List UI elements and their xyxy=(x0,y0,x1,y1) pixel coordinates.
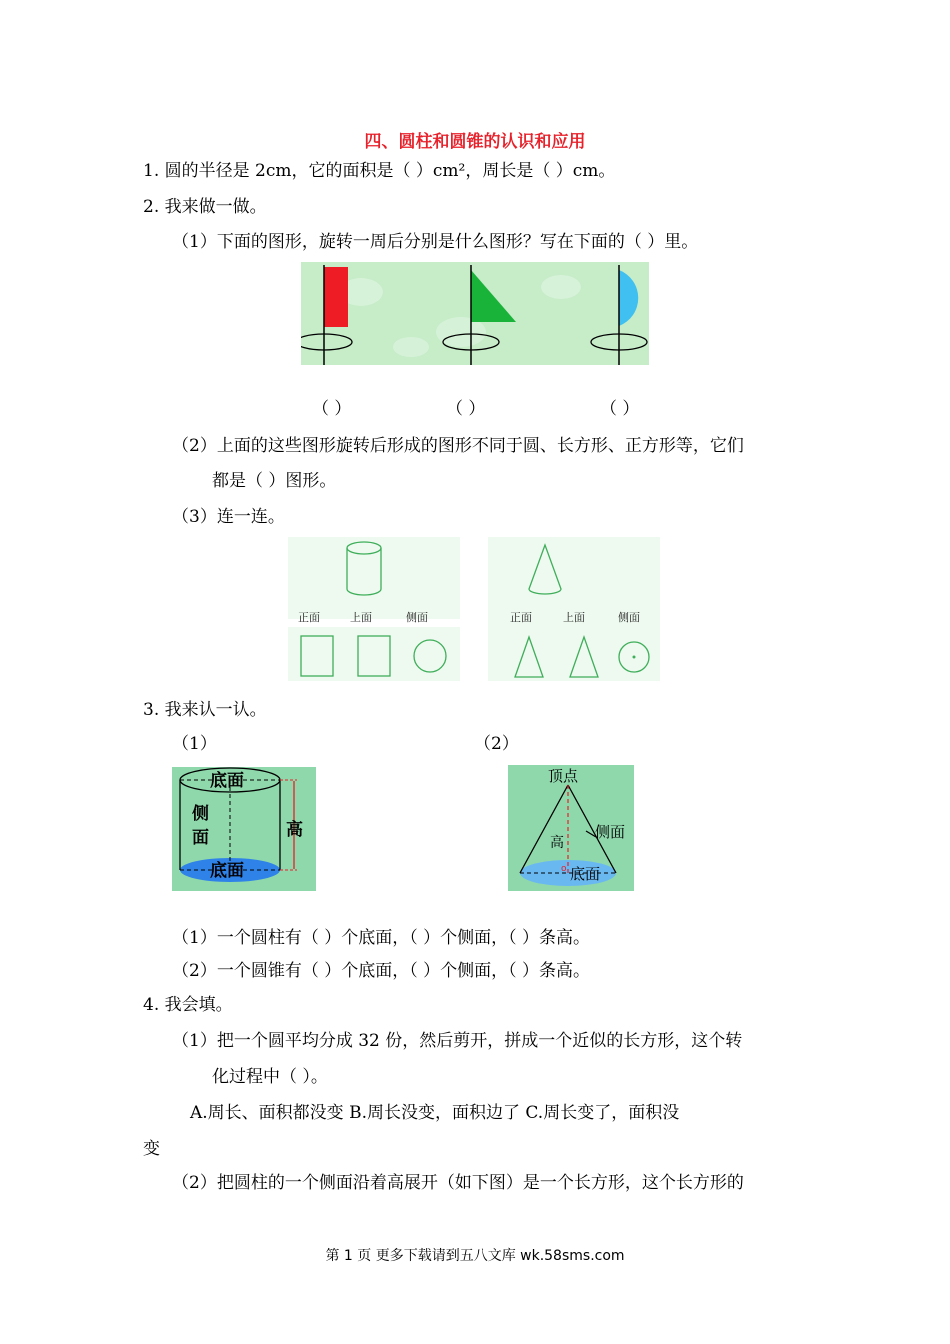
question-2-part-1: （1）下面的图形，旋转一周后分别是什么图形？写在下面的（ ）里。 xyxy=(172,232,699,252)
view-label-top: 上面 xyxy=(563,611,585,624)
view-label-side: 侧面 xyxy=(406,611,428,624)
cylinder-view-shapes xyxy=(288,631,460,681)
rotation-figure xyxy=(301,262,649,365)
question-4-choices-wrap: 变 xyxy=(143,1139,160,1159)
view-label-front: 正面 xyxy=(298,611,320,624)
question-2-part-2b: 都是（ ）图形。 xyxy=(212,471,337,491)
cylinder-height-label: 高 xyxy=(286,820,303,840)
question-3-sentence-2: （2）一个圆锥有（ ）个底面，（ ）个侧面，（ ）条高。 xyxy=(172,961,591,981)
cone-base-label: 底面 xyxy=(570,865,601,883)
question-4-choices: A.周长、面积都没变 B.周长没变，面积边了 C.周长变了，面积没 xyxy=(190,1103,680,1123)
page-footer: 第 1 页 更多下载请到五八文库 wk.58sms.com xyxy=(325,1248,625,1264)
question-2-part-2a: （2）上面的这些图形旋转后形成的图形不同于圆、长方形、正方形等，它们 xyxy=(172,436,744,456)
cylinder-bottom-label: 底面 xyxy=(210,861,244,881)
cone-height-label: 高 xyxy=(550,835,564,851)
cylinder-diagram-svg xyxy=(172,767,316,891)
view-label-top: 上面 xyxy=(350,611,372,624)
cone-diagram xyxy=(508,765,634,891)
cone-view-shapes xyxy=(488,631,660,681)
cylinder-diagram xyxy=(172,767,316,891)
green-triangle-flag xyxy=(471,270,516,322)
answer-blank-1: （ ） xyxy=(312,399,352,419)
question-3-label-1: （1） xyxy=(172,734,217,754)
question-3-sentence-1: （1）一个圆柱有（ ）个底面，（ ）个侧面，（ ）条高。 xyxy=(172,928,591,948)
question-4-part-1a: （1）把一个圆平均分成 32 份，然后剪开，拼成一个近似的长方形，这个转 xyxy=(172,1031,743,1051)
rotation-arrow-icon xyxy=(301,334,352,350)
cone-side-label: 侧面 xyxy=(595,823,626,841)
view-label-front: 正面 xyxy=(510,611,532,624)
question-4-part-2: （2）把圆柱的一个侧面沿着高展开（如下图）是一个长方形，这个长方形的 xyxy=(172,1173,744,1193)
red-rectangle-flag xyxy=(324,267,348,327)
cylinder-side-label-2: 面 xyxy=(192,828,209,848)
view-label-side: 侧面 xyxy=(618,611,640,624)
question-3-label-2: （2） xyxy=(474,734,519,754)
cylinder-top-label: 底面 xyxy=(210,771,244,791)
cone-diagram-svg xyxy=(508,765,634,891)
cone-apex-label: 顶点 xyxy=(548,767,579,785)
cylinder-views-panel xyxy=(288,537,460,681)
question-4-heading: 4. 我会填。 xyxy=(143,995,233,1015)
question-1: 1. 圆的半径是 2cm，它的面积是（ ）cm²，周长是（ ）cm。 xyxy=(143,161,616,181)
question-4-part-1b: 化过程中（ ）。 xyxy=(212,1067,328,1087)
rotation-figure-svg xyxy=(301,262,649,365)
page-title: 四、圆柱和圆锥的认识和应用 xyxy=(364,132,586,152)
cone-center-label: o xyxy=(561,864,567,874)
answer-blank-2: （ ） xyxy=(446,399,486,419)
blue-semicircle-flag xyxy=(619,270,638,326)
cylinder-side-label-1: 侧 xyxy=(192,804,209,824)
cone-views-panel xyxy=(488,537,660,681)
answer-blank-3: （ ） xyxy=(600,399,640,419)
question-3-heading: 3. 我来认一认。 xyxy=(143,700,267,720)
question-2-heading: 2. 我来做一做。 xyxy=(143,197,267,217)
question-2-part-3: （3）连一连。 xyxy=(172,507,285,527)
